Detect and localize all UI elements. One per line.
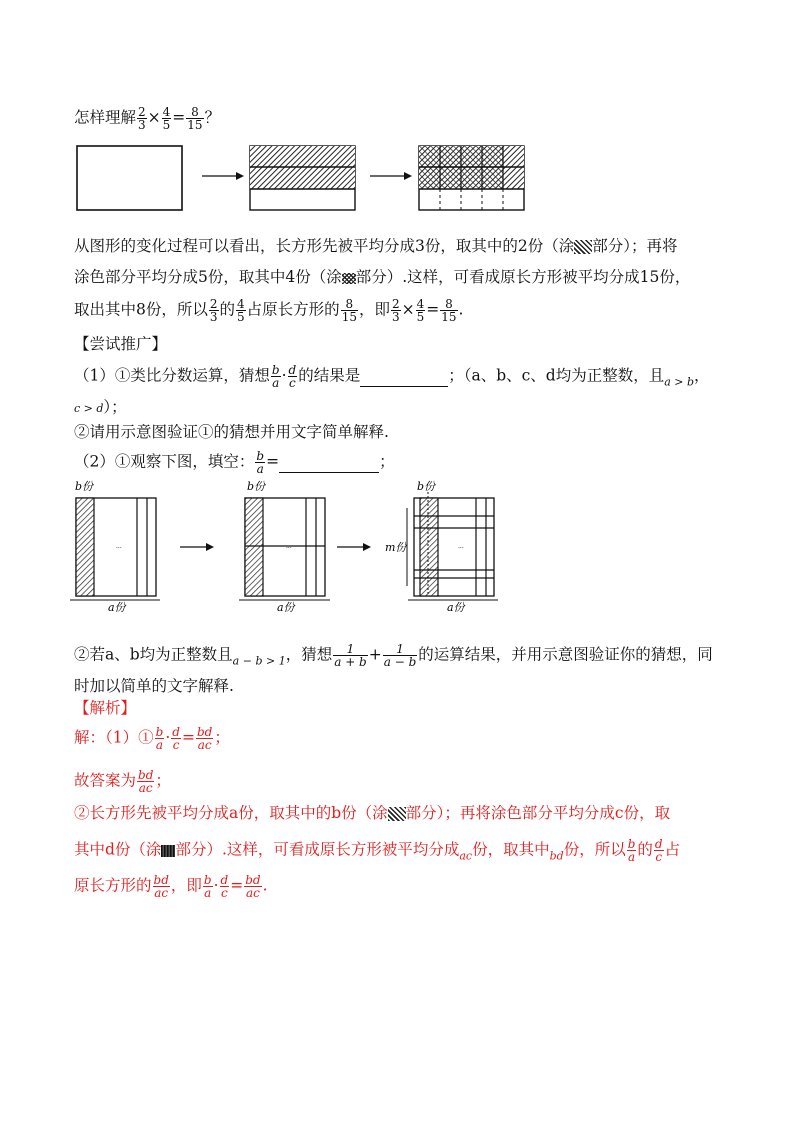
figure-grid-rectangles bbox=[0, 478, 800, 618]
solution-line-1: 解：（1）① $\frac{b}{a}$ · $\frac{d}{c}$ = $\frac{bd}{ac}$ ； bbox=[74, 725, 230, 752]
svg-text:···: ··· bbox=[116, 545, 122, 552]
trial-heading: 【尝试推广】 bbox=[74, 335, 168, 353]
solution-line-4: 其中d份（涂 部分）.这样，可看成原长方形被平均分成$_{ac}$份，取其中$_{bd}$份，所以 $\frac{b}{a}$ 的 $\frac{d}{c}$ 占 bbox=[74, 837, 681, 864]
question-1-part-2: ②请用示意图验证①的猜想并用文字简单解释. bbox=[74, 423, 389, 441]
intro-question: 怎样理解 $\frac{2}{3}$ × $\frac{4}{5}$ = $\frac{8}{15}$ ？ bbox=[74, 105, 221, 132]
solution-line-3: ②长方形先被平均分成a份，取其中的b份（涂 部分）；再将涂色部分平均分成c份，取 bbox=[74, 804, 671, 822]
question-1-cont: c > d）； bbox=[74, 398, 127, 416]
a-label: a份 bbox=[108, 601, 126, 614]
b-label: b份 bbox=[75, 480, 94, 493]
fraction: $\frac{2}{3}$ bbox=[138, 105, 146, 132]
plain-rectangle bbox=[77, 146, 182, 210]
fraction: $\frac{8}{15}$ bbox=[187, 105, 203, 132]
svg-text:b份: b份 bbox=[247, 480, 266, 493]
question-2-part-2-cont: 时加以简单的文字解释. bbox=[74, 677, 234, 695]
crosshatch-swatch-icon bbox=[342, 273, 356, 284]
explain-line-2: 涂色部分平均分成5份，取其中4份（涂 部分）.这样，可看成原长方形被平均分成15份， bbox=[74, 268, 691, 286]
solution-line-2: 故答案为 $\frac{bd}{ac}$ ； bbox=[74, 768, 171, 795]
intro-prefix: 怎样理解 bbox=[74, 108, 137, 127]
m-label: m份 bbox=[385, 541, 407, 554]
hatch-swatch-icon bbox=[388, 807, 406, 821]
answer-blank-1[interactable] bbox=[360, 366, 448, 387]
explain-line-3: 取出其中8份，所以 $\frac{2}{3}$ 的 $\frac{4}{5}$ 占原长方形的 $\frac{8}{15}$ ，即 $\frac{2}{3}$ × $\frac{4}{5}$ = $\frac{8}{15}$ . bbox=[74, 297, 464, 324]
svg-text:a份: a份 bbox=[277, 601, 295, 614]
fraction: $\frac{4}{5}$ bbox=[162, 105, 171, 132]
svg-text:···: ··· bbox=[458, 545, 464, 552]
question-2: （2）①观察下图，填空： $\frac{b}{a}$ = ； bbox=[74, 449, 395, 476]
question-2-part-2: ②若a、b均为正整数且$_{a - b > 1}$，猜想 $\frac{1}{a + b}$ + $\frac{1}{a - b}$ 的运算结果，并用示意图验证你的猜想，同 bbox=[74, 642, 713, 669]
solution-line-5: 原长方形的 $\frac{bd}{ac}$ ，即 $\frac{b}{a}$ · $\frac{d}{c}$ = $\frac{bd}{ac}$ . bbox=[74, 873, 268, 900]
question-1: （1）①类比分数运算，猜想 $\frac{b}{a}$ · $\frac{d}{c}$ 的结果是 ；（a、b、c、d均为正整数，且$_{a > b}$， bbox=[74, 363, 710, 390]
svg-text:···: ··· bbox=[286, 545, 292, 552]
figure-fraction-rectangles bbox=[0, 140, 800, 230]
solution-heading: 【解析】 bbox=[74, 699, 137, 717]
hatch-swatch-icon bbox=[574, 240, 592, 254]
answer-blank-2[interactable] bbox=[279, 452, 379, 473]
explain-line-1: 从图形的变化过程可以看出，长方形先被平均分成3份，取其中的2份（涂 部分）；再将 bbox=[74, 237, 678, 255]
dense-swatch-icon bbox=[161, 845, 175, 857]
svg-text:a份: a份 bbox=[447, 601, 465, 614]
svg-text:b份: b份 bbox=[417, 480, 436, 493]
